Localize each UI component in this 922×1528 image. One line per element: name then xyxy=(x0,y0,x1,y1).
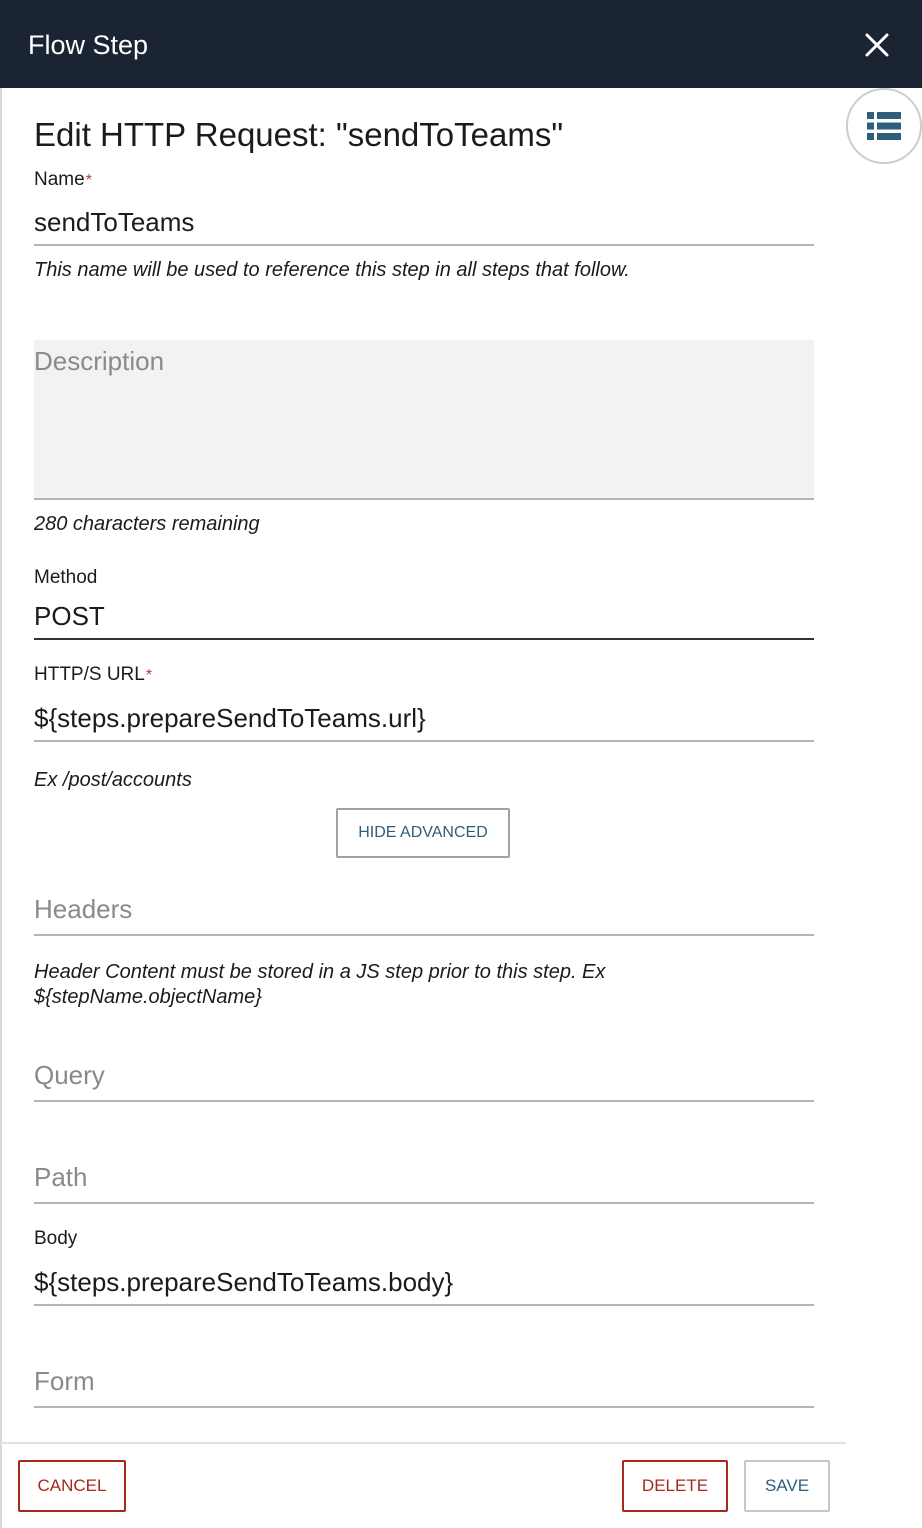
delete-button[interactable]: DELETE xyxy=(622,1460,728,1512)
body-label: Body xyxy=(34,1228,78,1249)
method-label: Method xyxy=(34,567,98,588)
panel-header xyxy=(0,0,922,88)
path-input[interactable] xyxy=(34,1152,814,1204)
step-list-toggle-button[interactable] xyxy=(846,88,922,164)
name-label xyxy=(34,168,92,193)
query-input[interactable] xyxy=(34,1050,814,1102)
body-input[interactable] xyxy=(34,1260,814,1306)
required-marker: * xyxy=(85,172,92,189)
page-title: Edit HTTP Request: "sendToTeams" xyxy=(34,116,564,153)
description-textarea[interactable] xyxy=(34,340,814,500)
method-select[interactable] xyxy=(34,594,814,640)
url-input[interactable] xyxy=(34,696,814,742)
name-input[interactable] xyxy=(34,200,814,246)
close-icon xyxy=(865,33,889,57)
required-marker: * xyxy=(145,667,153,684)
panel-left-border xyxy=(0,88,2,1528)
name-hint: This name will be used to reference this step in all steps that follow. xyxy=(34,259,630,281)
url-hint: Ex /post/accounts xyxy=(34,769,192,791)
list-icon xyxy=(867,112,901,140)
footer-divider xyxy=(0,1442,846,1444)
cancel-button[interactable]: CANCEL xyxy=(18,1460,126,1512)
headers-input[interactable] xyxy=(34,884,814,936)
panel-title: Flow Step xyxy=(28,30,149,60)
description-remaining: 280 characters remaining xyxy=(34,513,260,535)
form-input[interactable] xyxy=(34,1356,814,1408)
hide-advanced-button[interactable]: HIDE ADVANCED xyxy=(336,808,510,858)
url-label-text: HTTP/S URL xyxy=(34,664,145,685)
name-label-text: Name xyxy=(34,169,85,190)
panel-right-edge xyxy=(918,160,922,1500)
headers-hint: Header Content must be stored in a JS step prior to this step. Ex ${stepName.objectName} xyxy=(34,961,606,1008)
save-button[interactable]: SAVE xyxy=(744,1460,830,1512)
url-label xyxy=(34,663,152,688)
close-button[interactable] xyxy=(858,26,896,64)
